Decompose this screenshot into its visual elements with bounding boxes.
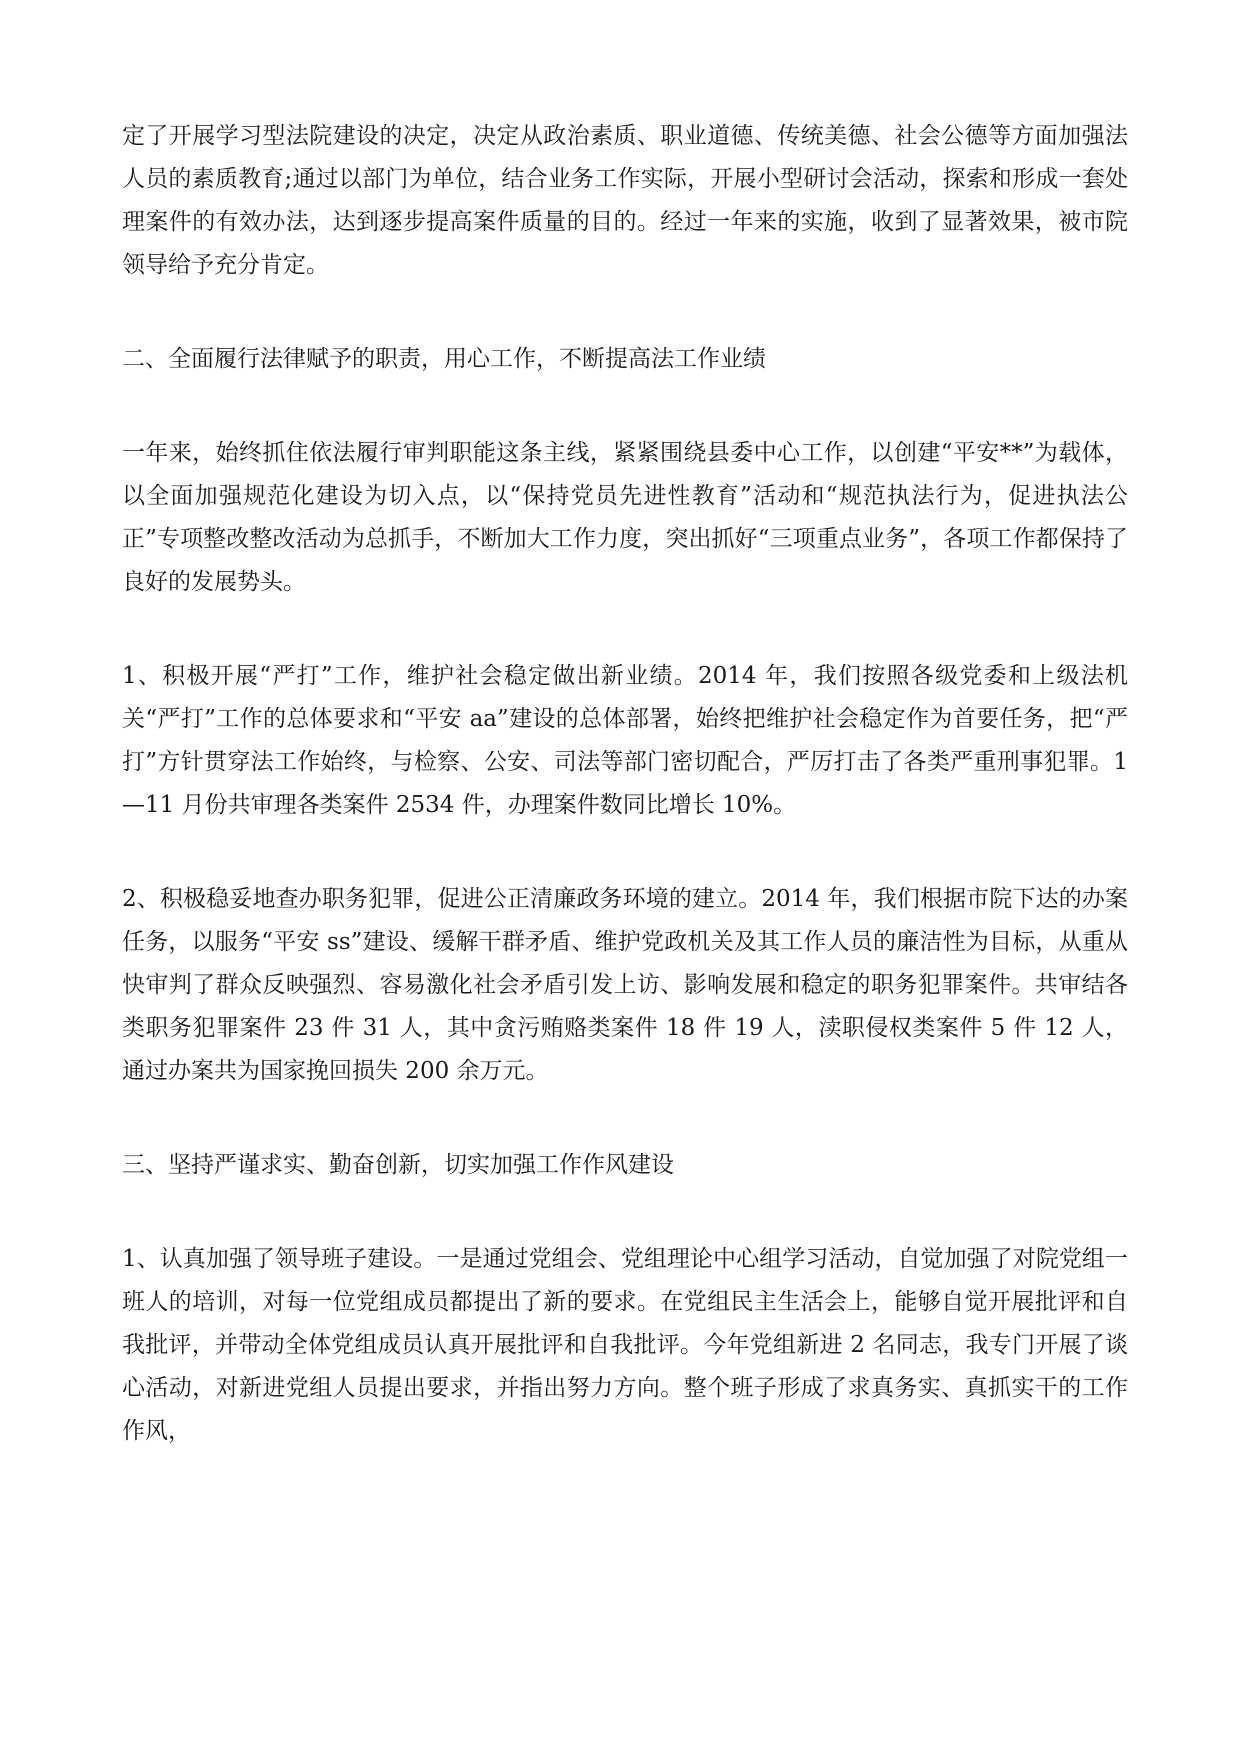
section-heading-two: 二、全面履行法律赋予的职责，用心工作，不断提高法工作业绩 <box>122 346 766 372</box>
paragraph-strike-hard: 1、积极开展“严打”工作，维护社会稳定做出新业绩。2014 年，我们按照各级党委和上级法机关“严打”工作的总体要求和“平安 aa”建设的总体部署，始终把维护社会稳定作为首要任务，把“严打”方针贯穿法工作始终，与检察、公安、司法等部门密切配合，严厉打击了各类严重刑事犯罪。1—11 月份共审理各类案件 2534 件，办理案件数同比增长 10%。 <box>122 663 1128 818</box>
paragraph-duty-crime: 2、积极稳妥地查办职务犯罪，促进公正清廉政务环境的建立。2014 年，我们根据市院下达的办案任务，以服务“平安 ss”建设、缓解干群矛盾、维护党政机关及其工作人员的廉洁性为目标，从重从快审判了群众反映强烈、容易激化社会矛盾引发上访、影响发展和稳定的职务犯罪案件。共审结各类职务犯罪案件 23 件 31 人，其中贪污贿赂类案件 18 件 19 人，渎职侵权类案件 5 件 12 人，通过办案共为国家挽回损失 200 余万元。 <box>122 886 1128 1084</box>
paragraph-learning-court: 定了开展学习型法院建设的决定，决定从政治素质、职业道德、传统美德、社会公德等方面加强法人员的素质教育;通过以部门为单位，结合业务工作实际，开展小型研讨会活动，探索和形成一套处理案件的有效办法，达到逐步提高案件质量的目的。经过一年来的实施，收到了显著效果，被市院领导给予充分肯定。 <box>122 123 1128 278</box>
paragraph-year-overview: 一年来，始终抓住依法履行审判职能这条主线，紧紧围绕县委中心工作，以创建“平安**”为载体，以全面加强规范化建设为切入点，以“保持党员先进性教育”活动和“规范执法行为，促进执法公正”专项整改整改活动为总抓手，不断加大工作力度，突出抓好“三项重点业务”，各项工作都保持了良好的发展势头。 <box>122 440 1128 595</box>
section-heading-three: 三、坚持严谨求实、勤奋创新，切实加强工作作风建设 <box>122 1152 674 1178</box>
paragraph-leadership: 1、认真加强了领导班子建设。一是通过党组会、党组理论中心组学习活动，自觉加强了对院党组一班人的培训，对每一位党组成员都提出了新的要求。在党组民主生活会上，能够自觉开展批评和自我批评，并带动全体党组成员认真开展批评和自我批评。今年党组新进 2 名同志，我专门开展了谈心活动，对新进党组人员提出要求，并指出努力方向。整个班子形成了求真务实、真抓实干的工作作风， <box>122 1246 1128 1444</box>
document-body <box>122 115 1128 1504</box>
